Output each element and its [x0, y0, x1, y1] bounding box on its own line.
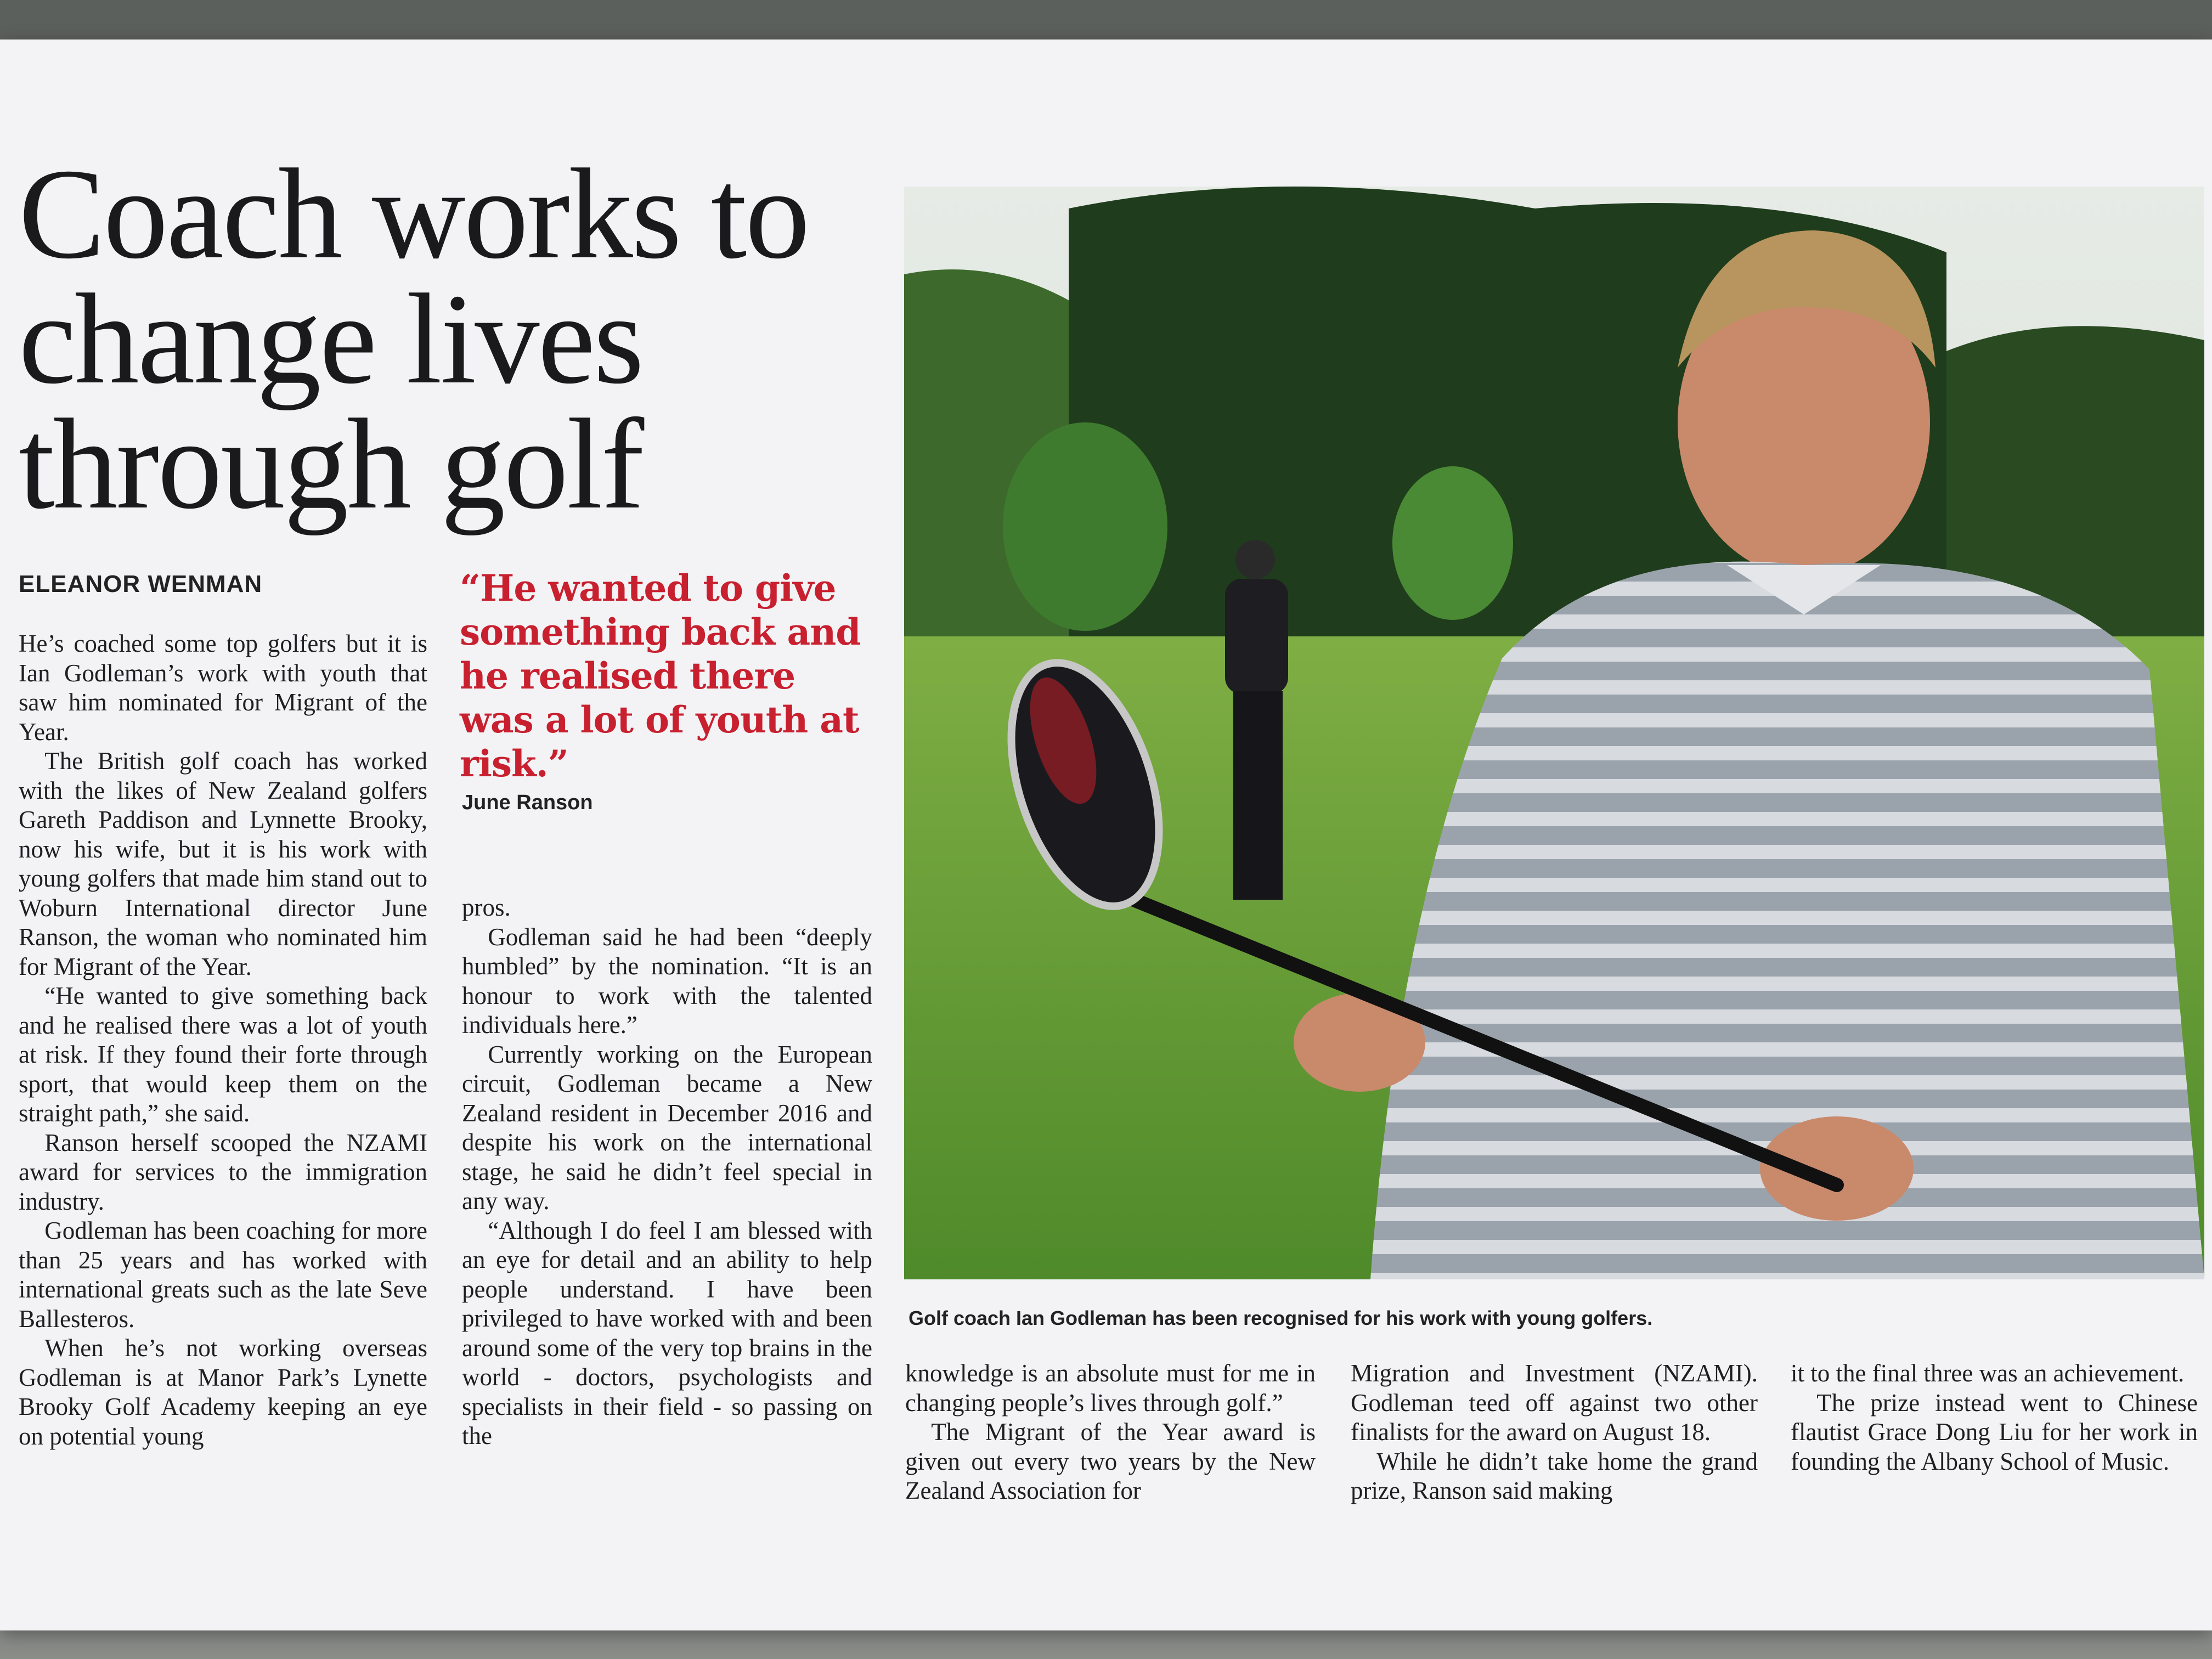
golf-coach-photo — [904, 187, 2204, 1279]
headline-line: through golf — [19, 393, 643, 536]
headline-line: change lives — [19, 268, 642, 411]
paragraph: Currently working on the European circuit, Godleman became a New Zealand resident in December 2016 and despite his work on the international stage, he said he didn’t feel special in any way. — [462, 1040, 872, 1215]
pull-quote-attribution: June Ranson — [462, 791, 593, 814]
paragraph: While he didn’t take home the grand prize, Ranson said making — [1351, 1447, 1758, 1504]
pull-quote: “He wanted to give something back and he realised there was a lot of youth at risk.” — [460, 567, 861, 785]
article-photo — [904, 187, 2204, 1279]
shrub — [1003, 422, 1167, 631]
paragraph: pros. — [462, 894, 511, 921]
paragraph: Godleman has been coaching for more than 25 years and has worked with international greats such as the late Seve Ballesteros. — [19, 1217, 427, 1333]
paragraph: When he’s not working overseas Godleman is at Manor Park’s Lynette Brooky Golf Academy keeping an eye on potential young — [19, 1334, 427, 1450]
paragraph: Godleman said he had been “deeply humbled” by the nomination. “It is an honour to work with the talented individuals here.” — [462, 923, 872, 1039]
background-golfer — [1225, 540, 1288, 900]
paragraph: “Although I do feel I am blessed with an eye for detail and an ability to help people understand. I have been privileged to have worked with and been around some of the very top brains in the world - doctors, psychologists and specialists in their field - so passing on the — [462, 1216, 872, 1449]
column-4 — [1351, 1359, 1758, 1506]
paragraph: He’s coached some top golfers but it is Ian Godleman’s work with youth that saw him nominated for Migrant of the Year. — [19, 630, 427, 746]
paragraph: The British golf coach has worked with the likes of New Zealand golfers Gareth Paddison and Lynnette Brooky, now his wife, but it is his work with young golfers that made him stand out to Woburn International director June Ranson, the woman who nominated him for Migrant of the Year. — [19, 747, 427, 980]
paragraph: Ranson herself scooped the NZAMI award for services to the immigration industry. — [19, 1128, 427, 1215]
headline-line: Coach works to — [19, 143, 809, 286]
column-3 — [905, 1359, 1316, 1506]
photo-caption: Golf coach Ian Godleman has been recognised for his work with young golfers. — [909, 1307, 1653, 1329]
paragraph: knowledge is an absolute must for me in changing people’s lives through golf.” — [905, 1359, 1316, 1417]
column-1 — [19, 629, 427, 1451]
byline: ELEANOR WENMAN — [19, 571, 263, 597]
paragraph: Migration and Investment (NZAMI). Godleman teed off against two other finalists for the award on August 18. — [1351, 1359, 1758, 1446]
paragraph: The prize instead went to Chinese flautist Grace Dong Liu for her work in founding the Albany School of Music. — [1791, 1389, 2198, 1475]
paragraph: “He wanted to give something back and he realised there was a lot of youth at risk. If they found their forte through sport, that would keep them on the straight path,” she said. — [19, 982, 427, 1127]
column-2 — [462, 893, 872, 1451]
column-5 — [1791, 1359, 2198, 1476]
paragraph: The Migrant of the Year award is given out every two years by the New Zealand Association for — [905, 1418, 1316, 1504]
headline — [19, 143, 874, 536]
paragraph: it to the final three was an achievement. — [1791, 1359, 2185, 1387]
newspaper-page — [0, 40, 2212, 1630]
